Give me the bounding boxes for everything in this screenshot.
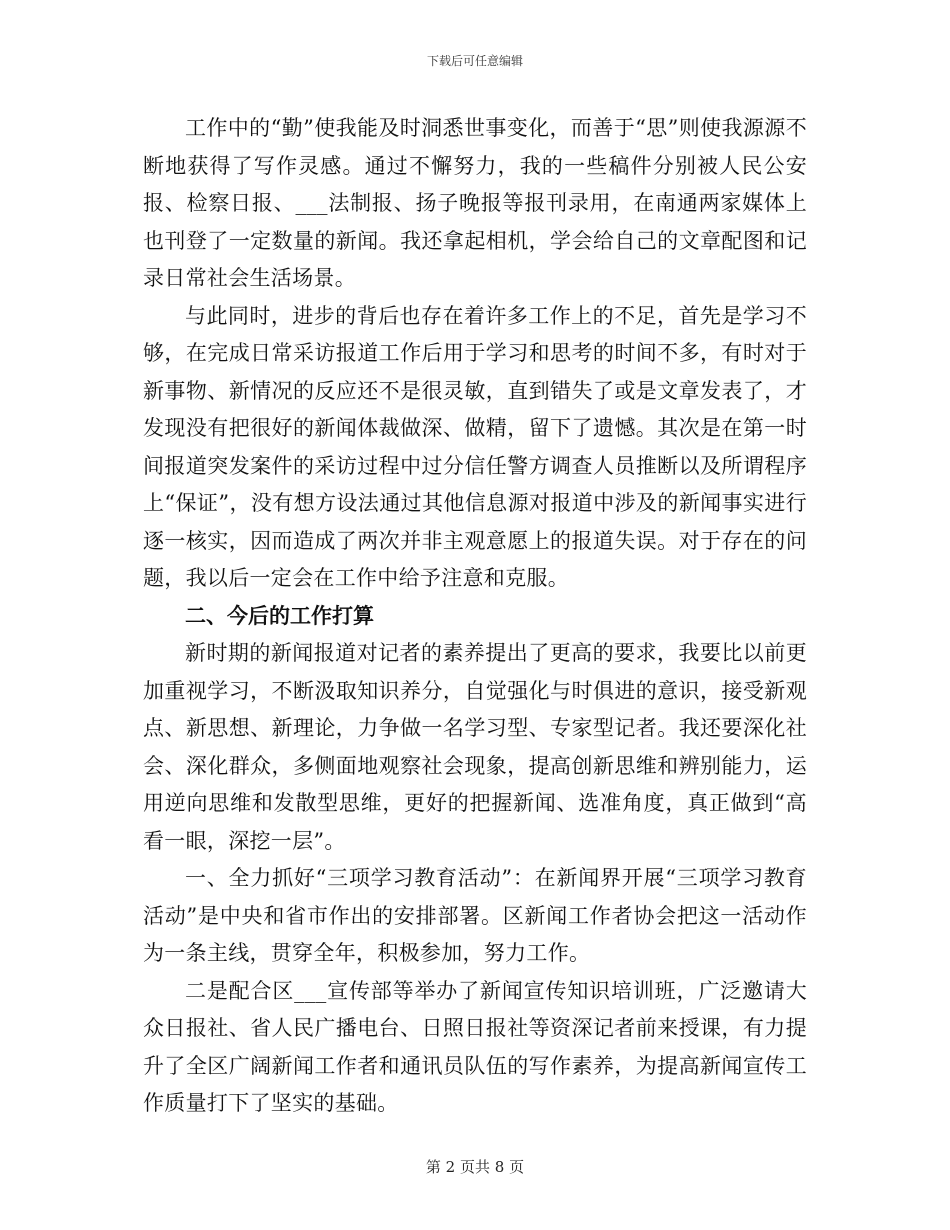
page-number: 第 2 页共 8 页 <box>425 1158 525 1176</box>
section-heading: 二、今后的工作打算 <box>185 603 374 628</box>
page-header: 下载后可任意编辑 <box>426 54 523 68</box>
document-body <box>143 110 807 1123</box>
body-paragraph: 与此同时，进步的背后也存在着许多工作上的不足，首先是学习不够，在完成日常采访报道工作后用于学习和思考的时间不多，有时对于新事物、新情况的反应还不是很灵敏，直到错失了或是文章发表了，才发现没有把很好的新闻体裁做深、做精，留下了遗憾。其次是在第一时间报道突发案件的采访过程中过分信任警方调查人员推断以及所谓程序上“保证”，没有想方设法通过其他信息源对报道中涉及的新闻事实进行逐一核实，因而造成了两次并非主观意愿上的报道失误。对于存在的问题，我以后一定会在工作中给予注意和克服。 <box>143 303 807 590</box>
body-paragraph: 二是配合区___宣传部等举办了新闻宣传知识培训班，广泛邀请大众日报社、省人民广播电台、日照日报社等资深记者前来授课，有力提升了全区广阔新闻工作者和通讯员队伍的写作素养，为提高新闻宣传工作质量打下了坚实的基础。 <box>143 978 807 1115</box>
body-paragraph: 新时期的新闻报道对记者的素养提出了更高的要求，我要比以前更加重视学习，不断汲取知识养分，自觉强化与时俱进的意识，接受新观点、新思想、新理论，力争做一名学习型、专家型记者。我还要深化社会、深化群众，多侧面地观察社会现象，提高创新思维和辨别能力，运用逆向思维和发散型思维，更好的把握新闻、选准角度，真正做到“高看一眼，深挖一层”。 <box>143 641 807 853</box>
body-paragraph: 工作中的“勤”使我能及时洞悉世事变化，而善于“思”则使我源源不断地获得了写作灵感。通过不懈努力，我的一些稿件分别被人民公安报、检察日报、___法制报、扬子晚报等报刊录用，在南通两家媒体上也刊登了一定数量的新闻。我还拿起相机，学会给自己的文章配图和记录日常社会生活场景。 <box>143 116 807 290</box>
body-paragraph: 一、全力抓好“三项学习教育活动”：在新闻界开展“三项学习教育活动”是中央和省市作出的安排部署。区新闻工作者协会把这一活动作为一条主线，贯穿全年，积极参加，努力工作。 <box>143 866 807 965</box>
